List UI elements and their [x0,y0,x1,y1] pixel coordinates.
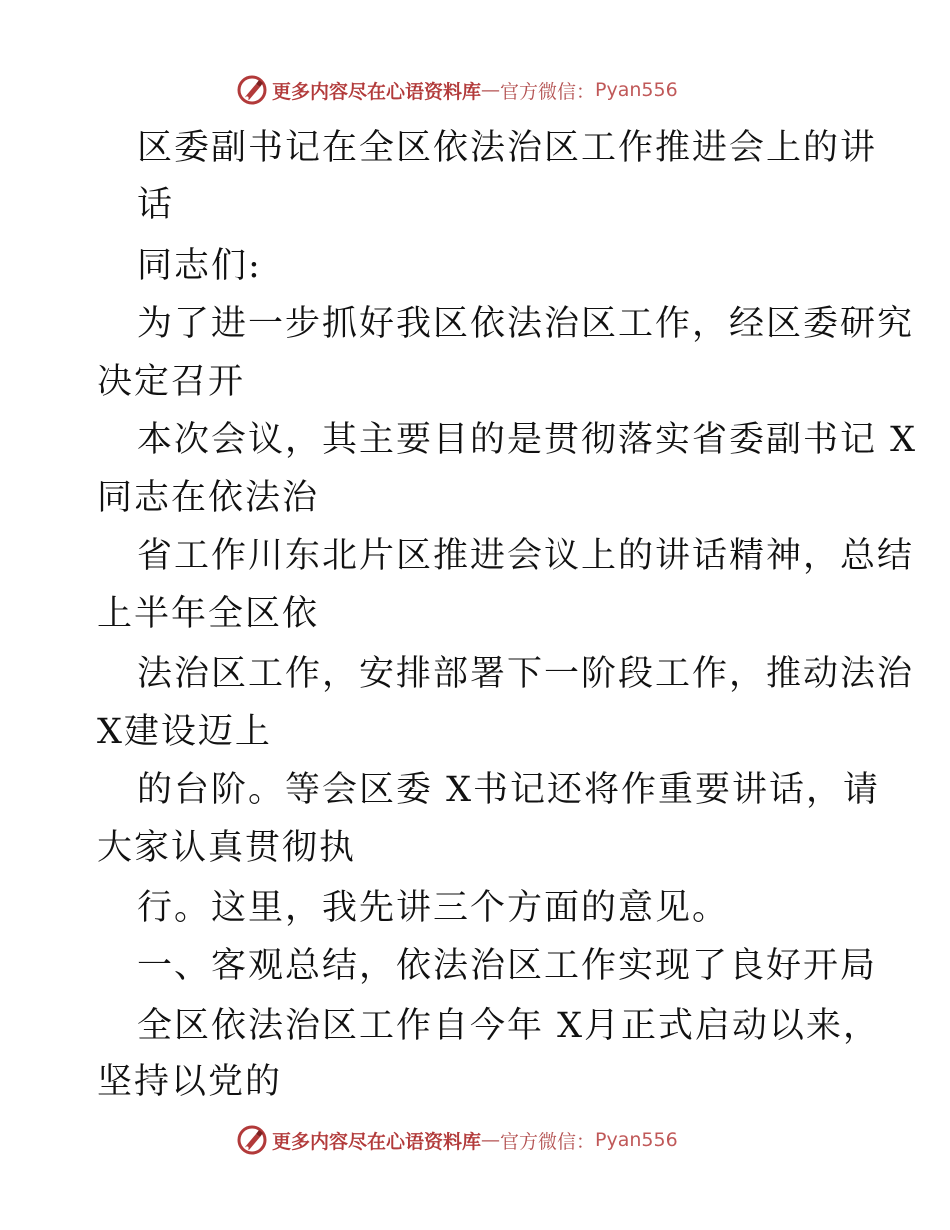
pen-logo-icon [236,1124,268,1156]
paragraph-line: 大家认真贯彻执 [97,828,357,868]
paragraph-line: 全区依法治区工作自今年 X月正式启动以来， [137,1006,881,1046]
salutation: 同志们: [137,246,262,286]
watermark-header [236,73,678,107]
paragraph-line: 坚持以党的 [97,1062,283,1102]
watermark-id: Pyan556 [595,1129,678,1151]
watermark-sub-text: 官方微信： [500,1130,596,1153]
watermark-dash: — [481,79,501,101]
paragraph-line: 本次会议，其主要目的是贯彻落实省委副书记 X [137,420,918,460]
paragraph-line: 法治区工作，安排部署下一阶段工作，推动法治 [137,654,915,694]
paragraph-line: 行。这里，我先讲三个方面的意见。 [137,888,730,928]
pen-logo-icon [236,74,268,106]
title-line-1: 区委副书记在全区依法治区工作推进会上的讲 [137,128,878,168]
paragraph-line: 同志在依法治 [97,478,320,518]
watermark-main-text: 更多内容尽在心语资料库 [272,1130,482,1153]
title-line-2: 话 [137,185,175,225]
section-heading: 一、客观总结，依法治区工作实现了良好开局 [137,946,878,986]
paragraph-line: 为了进一步抓好我区依法治区工作，经区委研究 [137,304,915,344]
watermark-sub-text: 官方微信： [500,80,596,103]
watermark-footer [236,1123,678,1157]
watermark-id: Pyan556 [595,79,678,101]
paragraph-line: 上半年全区依 [97,594,320,634]
paragraph-line: 的台阶。等会区委 X书记还将作重要讲话，请 [137,770,881,810]
paragraph-line: X建设迈上 [97,712,272,752]
watermark-main-text: 更多内容尽在心语资料库 [272,80,482,103]
paragraph-line: 省工作川东北片区推进会议上的讲话精神，总结 [137,536,915,576]
paragraph-line: 决定召开 [97,362,246,402]
watermark-dash: — [481,1129,501,1151]
